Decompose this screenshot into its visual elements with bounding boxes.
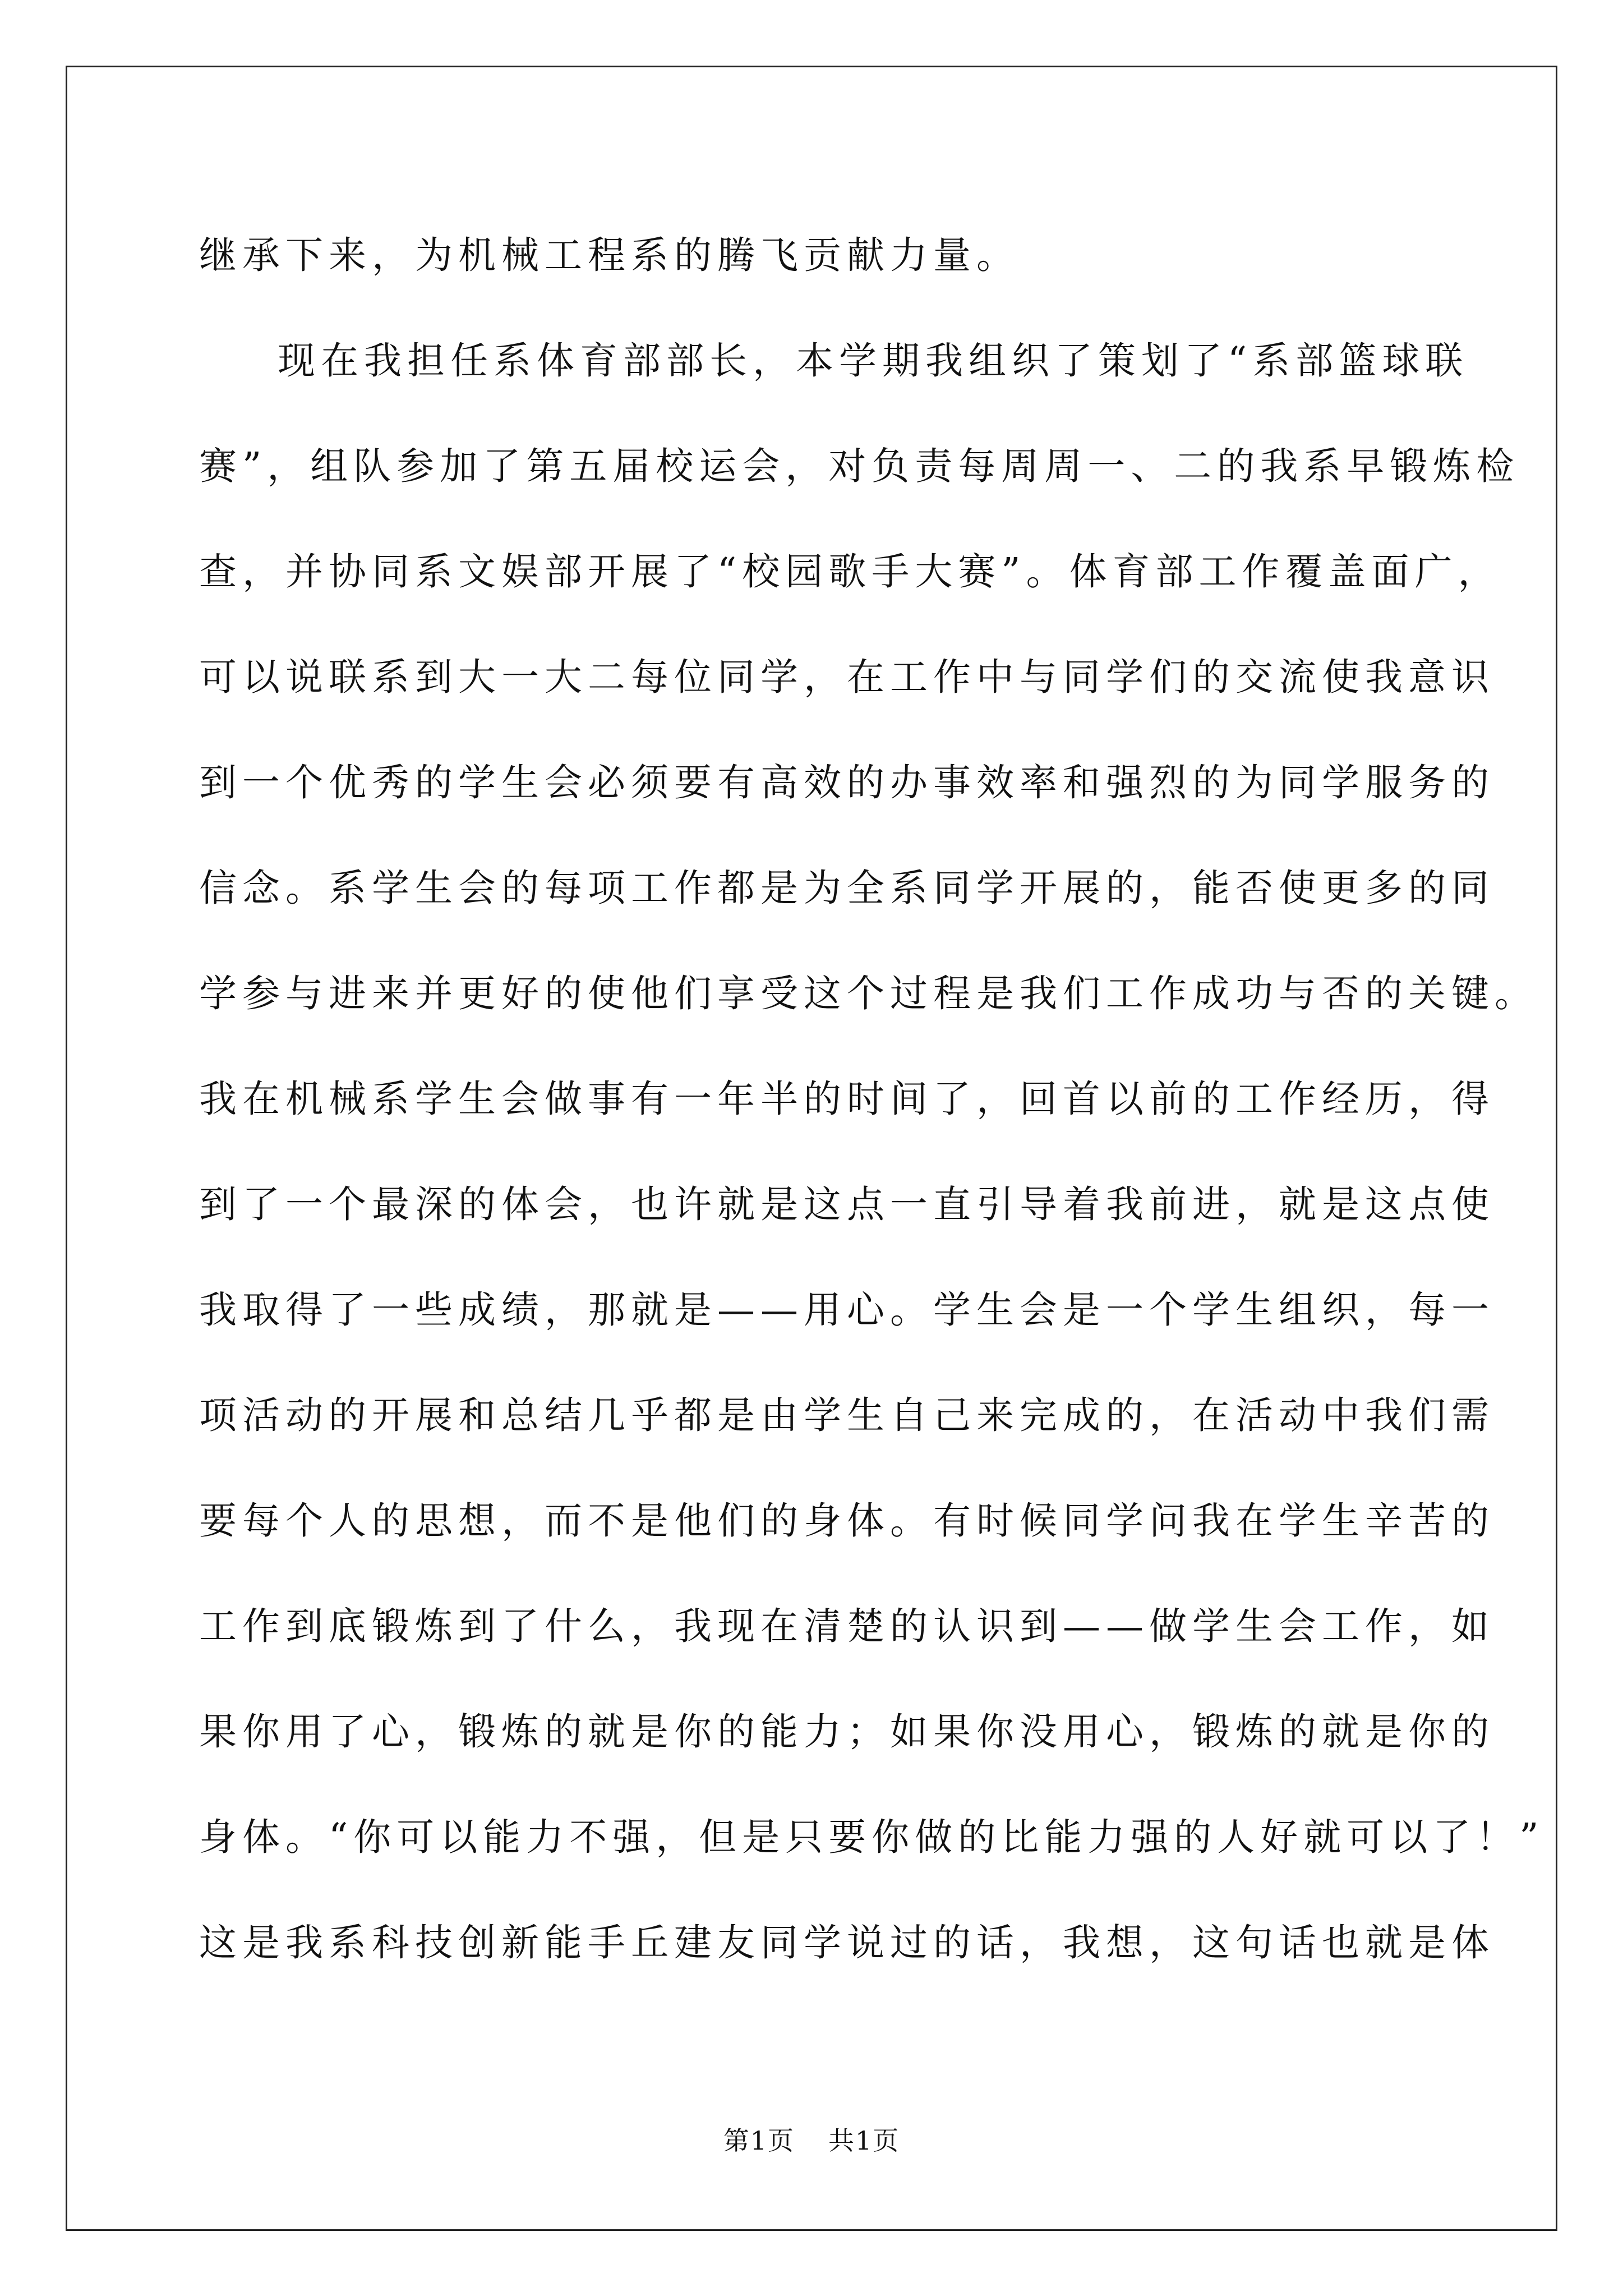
- text-line: 到了一个最深的体会，也许就是这点一直引导着我前进，就是这点使: [199, 1182, 1495, 1226]
- text-line: 信念。系学生会的每项工作都是为全系同学开展的，能否使更多的同: [199, 866, 1495, 910]
- text-line: 我取得了一些成绩，那就是——用心。学生会是一个学生组织，每一: [199, 1288, 1495, 1332]
- page-footer: [0, 2120, 1623, 2157]
- text-line: 到一个优秀的学生会必须要有高效的办事效率和强烈的为同学服务的: [199, 761, 1495, 804]
- text-line: 身体。“你可以能力不强，但是只要你做的比能力强的人好就可以了！”: [199, 1815, 1544, 1859]
- text-line: 工作到底锻炼到了什么，我现在清楚的认识到——做学生会工作，如: [199, 1604, 1495, 1648]
- text-line: 这是我系科技创新能手丘建友同学说过的话，我想，这句话也就是体: [199, 1921, 1495, 1964]
- text-line: 继承下来，为机械工程系的腾飞贡献力量。: [199, 233, 1020, 277]
- text-line: 可以说联系到大一大二每位同学，在工作中与同学们的交流使我意识: [199, 655, 1495, 699]
- text-line: 查，并协同系文娱部开展了“校园歌手大赛”。体育部工作覆盖面广，: [199, 550, 1501, 593]
- document-body: [199, 222, 1544, 2014]
- text-line: 赛”，组队参加了第五届校运会，对负责每周周一、二的我系早锻炼检: [199, 444, 1520, 488]
- text-line: 项活动的开展和总结几乎都是由学生自己来完成的，在活动中我们需: [199, 1393, 1495, 1437]
- page-number-total: 共1页: [828, 2125, 900, 2156]
- text-line: 我在机械系学生会做事有一年半的时间了，回首以前的工作经历，得: [199, 1077, 1495, 1121]
- text-line: 果你用了心，锻炼的就是你的能力；如果你没用心，锻炼的就是你的: [199, 1710, 1495, 1754]
- text-line: 要每个人的思想，而不是他们的身体。有时候同学问我在学生辛苦的: [199, 1499, 1495, 1543]
- page-number-current: 第1页: [723, 2125, 795, 2156]
- paragraph-first-line: 现在我担任系体育部部长，本学期我组织了策划了“系部篮球联: [278, 339, 1469, 383]
- text-line: 学参与进来并更好的使他们享受这个过程是我们工作成功与否的关键。: [199, 972, 1538, 1015]
